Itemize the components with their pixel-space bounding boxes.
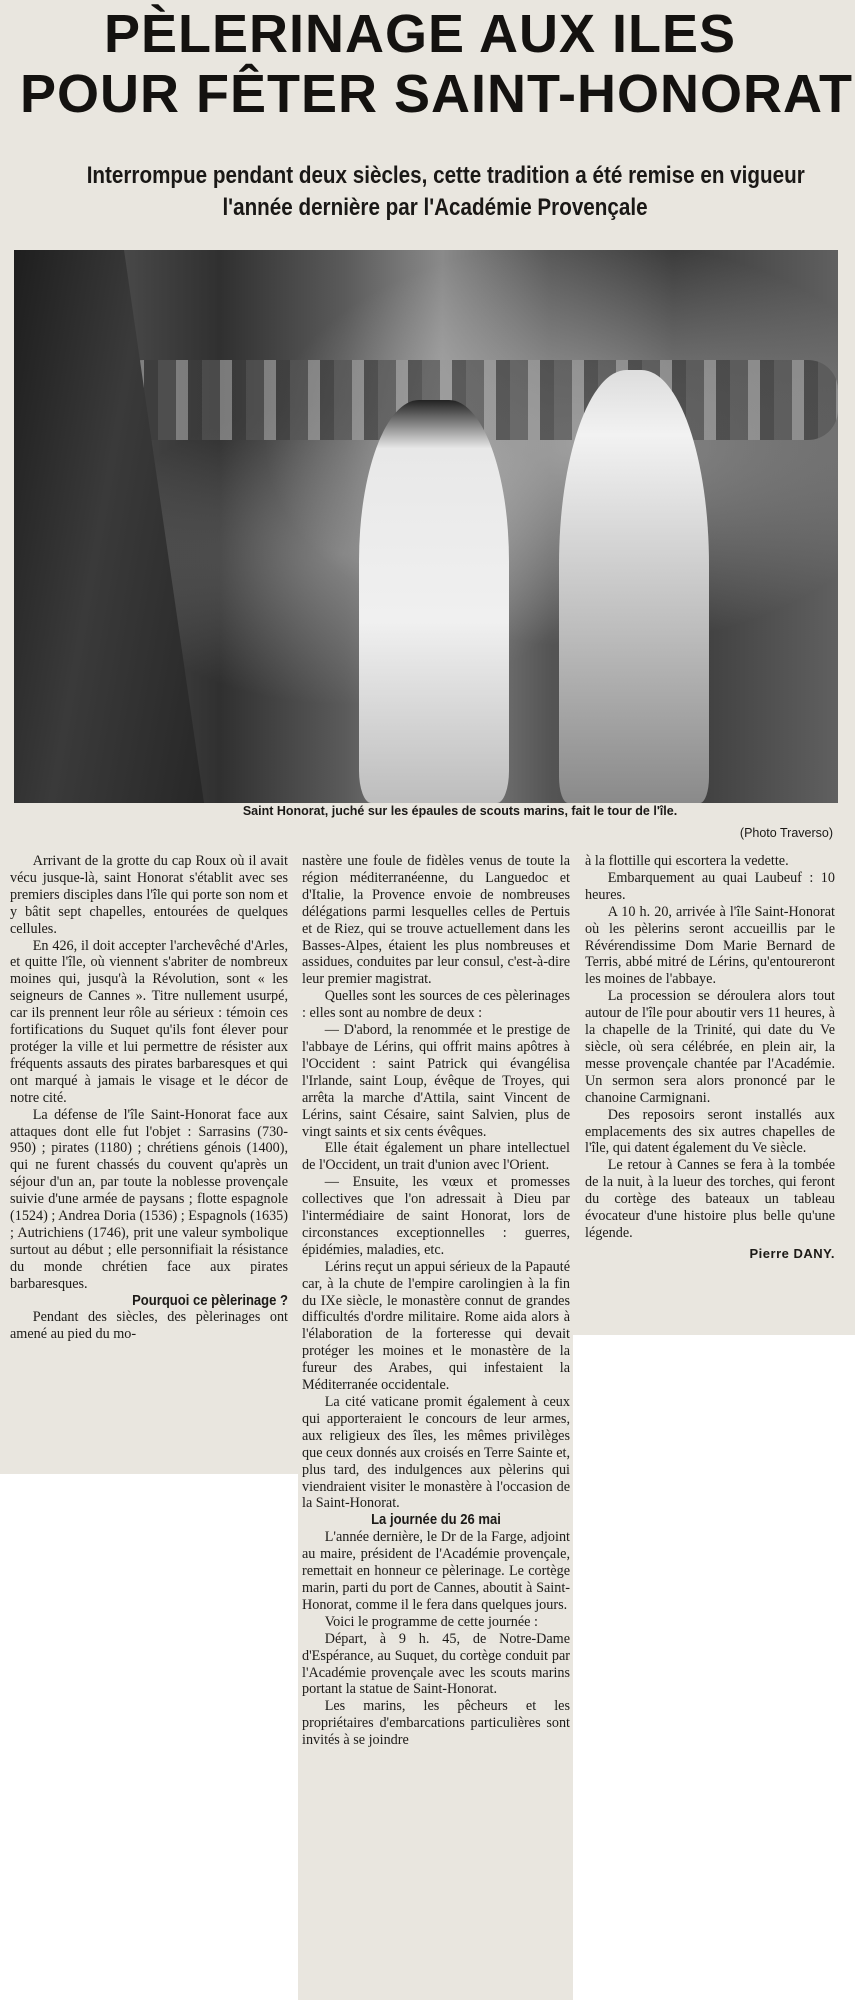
subheadline [86,160,805,224]
paragraph: Les marins, les pêcheurs et les propriétaires d'embarcations particulières sont invités à se joindre [302,1698,570,1749]
paragraph: La défense de l'île Saint-Honorat face aux attaques dont elle fut l'objet : Sarrasins (730-950) ; pirates (1180) ; chrétiens génois (1400), qui ne furent chassés du couvent qu'après un séjour d'un an, par toute la noblesse provençale suivie d'une armée de paysans ; flotte espagnole (1524) ; Andrea Doria (1536) ; Espagnols (1635) ; Autrichiens (1746), prit une valeur symbolique surtout au début ; elle personnifiait la résistance du monde chrétien face aux pirates barbaresques. [10,1106,288,1292]
paragraph: nastère une foule de fidèles venus de toute la région méditerranéenne, du Languedoc et d'Italie, la Provence envoie de nombreuses délégations parmi lesquelles celles de Pertuis et de Riez, qui se trouve actuellement dans les Basses-Alpes, étaient les plus nombreuses et assidues, conduites par leur consul, c'est-à-dire leur premier magistrat. [302,853,570,988]
photo-caption: Saint Honorat, juché sur les épaules de scouts marins, fait le tour de l'île. [242,804,678,818]
author-signature: Pierre DANY. [749,1245,835,1261]
paragraph: L'année dernière, le Dr de la Farge, adjoint au maire, président de l'Académie provençale, remettait en honneur ce pèlerinage. Le cortège marin, parti du port de Cannes, aboutit à Saint-Honorat, comme il le fera dans quelques jours. [302,1529,570,1613]
paragraph: Le retour à Cannes se fera à la tombée de la nuit, à la lueur des torches, qui feront du cortège des bateaux un tableau évocateur d'une histoire plus belle qu'une légende. [585,1157,835,1241]
section-subtitle: Pourquoi ce pèlerinage ? [132,1292,288,1309]
paragraph: Départ, à 9 h. 45, de Notre-Dame d'Espérance, au Suquet, du cortège conduit par l'Académie provençale avec les scouts marins portant la statue de Saint-Honorat. [302,1630,570,1698]
headline-line-1: PÈLERINAGE AUX ILES [103,4,737,64]
section-subtitle: La journée du 26 mai [371,1512,501,1529]
paragraph: Voici le programme de cette journée : [324,1613,538,1630]
paragraph: Quelles sont les sources de ces pèlerinages : elles sont au nombre de deux : [302,988,570,1022]
paragraph: à la flottille qui escortera la vedette. [585,853,789,869]
paragraph: — D'abord, la renommée et le prestige de l'abbaye de Lérins, qui offrit mains apôtres à l'Occident : saint Patrick qui évangélisa l'Irlande, saint Loup, évêque de Troyes, qui arrêta la marche d'Attila, saint Vincent de Lérins, saint Césaire, saint Salvien, plus de vingt saints et six cents évêques. [302,1022,570,1140]
paragraph: — Ensuite, les vœux et promesses collectives que l'on adressait à Dieu par l'intermédiaire de saint Honorat, lors de circonstances exceptionnelles : guerres, épidémies, maladies, etc. [302,1174,570,1258]
procession-photo [14,250,838,803]
paragraph: En 426, il doit accepter l'archevêché d'Arles, et quitte l'île, où viennent s'abriter de nombreux moines qui, jusqu'à la Révolution, sont « les seigneurs de Cannes ». Titre nullement usurpé, car ils prennent leur rôle au sérieux : témoin ces fortifications du Suquet qu'ils font élever pour protéger la ville et lui permettre de résister aux fréquents assauts des pirates barbaresques et qui ont marqué à jamais le visage et le décor de notre cité. [10,937,288,1106]
paragraph: Lérins reçut un appui sérieux de la Papauté car, à la chute de l'empire carolingien à la fin du IXe siècle, le monastère connut de grandes difficultés d'ordre militaire. Rome aida alors à l'élaboration de la forteresse qui devait protéger les moines et le monastère de la fureur des Arabes, qui infestaient la Méditerranée occidentale. [302,1258,570,1394]
article-column-2 [302,853,570,1749]
paragraph: Elle était également un phare intellectuel de l'Occident, un trait d'union avec l'Orient. [302,1140,570,1174]
headline-line-2: POUR FÊTER SAINT-HONORAT [20,64,853,124]
paragraph: Embarquement au quai Laubeuf : 10 heures. [585,869,835,903]
photo-bishop-figure [559,370,709,803]
paragraph: A 10 h. 20, arrivée à l'île Saint-Honorat où les pèlerins seront accueillis par le Révérendissime Dom Marie Bernard de Terris, abbé mitré de Lérins, qu'entoureront les moines de l'abbaye. [585,903,835,988]
paragraph: Pendant des siècles, des pèlerinages ont amené au pied du mo- [10,1309,288,1343]
photo-priest-figure [359,400,509,803]
article-column-1 [10,853,288,1343]
paragraph: Arrivant de la grotte du cap Roux où il avait vécu jusque-là, saint Honorat s'établit avec ses premiers disciples dans l'île qui porte son nom et y bâtit sept chapelles, entourées de quelques cellules. [10,853,288,937]
headline [20,4,853,124]
paragraph: La cité vaticane promit également à ceux qui apporteraient le concours de leur armes, aux religieux des îles, les mêmes privilèges que ceux donnés aux croisés en Terre Sainte et, plus tard, des indulgences aux pèlerins qui viendraient visiter le monastère à l'occasion de la Saint-Honorat. [302,1394,570,1512]
subheadline-line-1: Interrompue pendant deux siècles, cette tradition a été remise en vigueur [86,162,805,189]
subheadline-line-2: l'année dernière par l'Académie Provençale [222,194,648,221]
paragraph: Des reposoirs seront installés aux emplacements des six autres chapelles de l'île, qui datent également du Ve siècle. [585,1106,835,1157]
photo-tree-trunk [14,250,214,803]
article-column-3 [585,853,835,1263]
photo-credit: (Photo Traverso) [739,826,833,840]
paragraph: La procession se déroulera alors tout autour de l'île pour aboutir vers 11 heures, à la chapelle de la Trinité, qui date du Ve siècle, où sera célébrée, en plein air, la messe provençale chantée par l'Académie. Un sermon sera alors prononcé par le chanoine Carmignani. [585,988,835,1106]
